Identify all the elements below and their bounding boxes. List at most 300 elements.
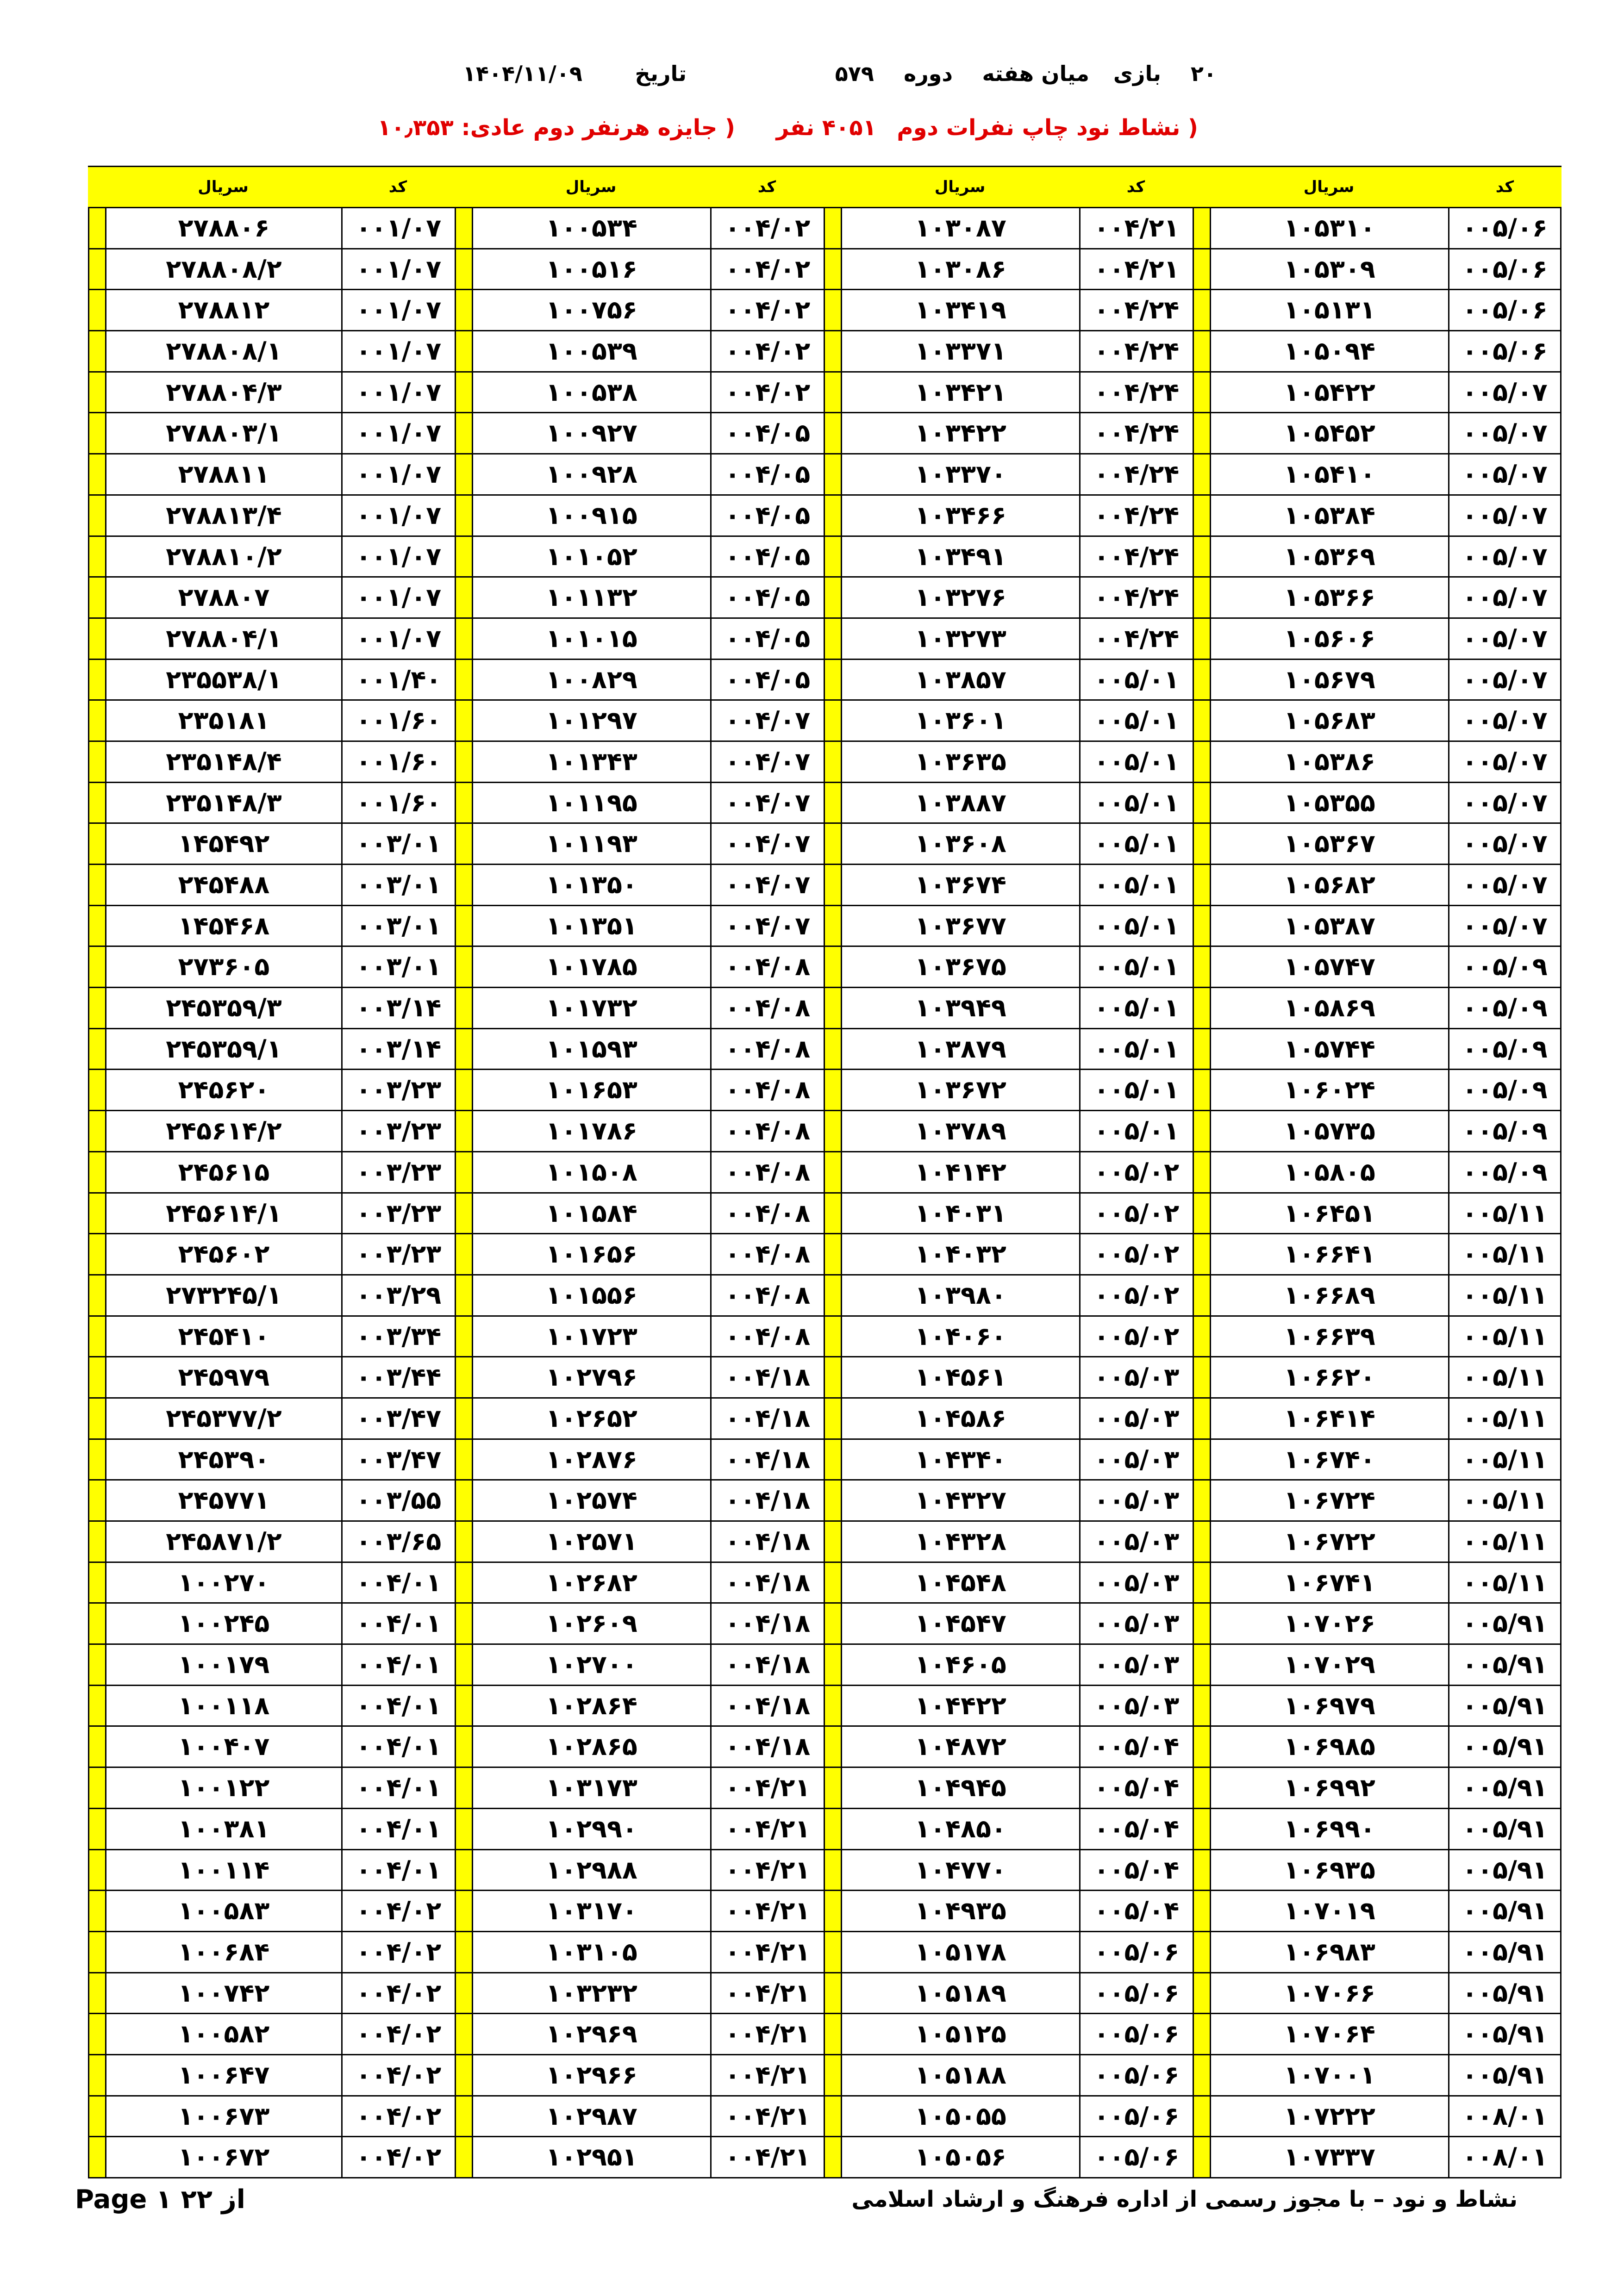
code-cell: ۰۰۸/۰۱	[1448, 2097, 1562, 2138]
code-cell: ۰۰۴/۲۴	[1079, 537, 1193, 578]
serial-cell: ۱۰۰۶۴۷	[105, 2055, 341, 2097]
code-cell: ۰۰۵/۰۳	[1079, 1481, 1193, 1522]
serial-cell: ۱۰۲۶۰۹	[472, 1604, 710, 1645]
highlight-strip	[1193, 1768, 1210, 1809]
page-subtitle	[0, 115, 1624, 152]
serial-cell: ۱۰۵۳۶۷	[1210, 824, 1448, 865]
highlight-strip	[455, 2137, 472, 2178]
serial-cell: ۲۴۵۶۲۰	[105, 1070, 341, 1111]
highlight-strip	[1193, 947, 1210, 988]
serial-cell: ۱۰۱۲۹۷	[472, 701, 710, 742]
code-cell: ۰۰۵/۹۱	[1448, 1727, 1562, 1768]
code-cell: ۰۰۵/۰۱	[1079, 742, 1193, 783]
code-cell: ۰۰۴/۰۲	[710, 249, 824, 291]
code-cell: ۰۰۱/۴۰	[341, 660, 455, 701]
highlight-strip	[455, 290, 472, 331]
serial-cell: ۱۰۵۸۶۹	[1210, 988, 1448, 1029]
highlight-strip	[824, 1604, 841, 1645]
serial-cell: ۱۰۳۰۸۷	[841, 208, 1079, 249]
highlight-strip	[455, 454, 472, 496]
highlight-strip	[88, 496, 105, 537]
code-cell: ۰۰۱/۰۷	[341, 290, 455, 331]
code-cell: ۰۰۵/۰۶	[1079, 2097, 1193, 2138]
highlight-strip	[455, 1234, 472, 1276]
code-cell: ۰۰۵/۰۹	[1448, 1152, 1562, 1194]
highlight-strip	[1193, 1809, 1210, 1850]
code-cell: ۰۰۱/۶۰	[341, 742, 455, 783]
serial-cell: ۱۰۳۲۳۲	[472, 1973, 710, 2015]
serial-cell: ۱۰۵۳۶۹	[1210, 537, 1448, 578]
serial-cell: ۲۷۸۸۰۷	[105, 578, 341, 619]
code-cell: ۰۰۴/۰۱	[341, 1604, 455, 1645]
game-name: میان هفته	[982, 61, 1089, 86]
serial-cell: ۱۰۳۱۷۰	[472, 1891, 710, 1932]
serial-cell: ۱۰۴۴۲۲	[841, 1686, 1079, 1727]
highlight-strip	[88, 2097, 105, 2138]
code-cell: ۰۰۵/۰۷	[1448, 660, 1562, 701]
code-cell: ۰۰۵/۰۳	[1079, 1522, 1193, 1563]
serial-cell: ۲۷۸۸۰۴/۱	[105, 619, 341, 660]
serial-cell: ۱۰۵۶۸۲	[1210, 865, 1448, 906]
serial-cell: ۱۰۱۳۵۰	[472, 865, 710, 906]
highlight-strip	[455, 1194, 472, 1235]
code-cell: ۰۰۴/۰۸	[710, 947, 824, 988]
serial-cell: ۲۴۵۳۵۹/۱	[105, 1029, 341, 1070]
highlight-strip	[88, 1070, 105, 1111]
serial-cell: ۱۰۰۷۴۲	[105, 1973, 341, 2015]
serial-cell: ۱۰۲۶۸۲	[472, 1563, 710, 1604]
serial-cell: ۱۰۶۶۴۱	[1210, 1234, 1448, 1276]
highlight-strip	[88, 1768, 105, 1809]
game-number: ۲۰	[1190, 61, 1217, 86]
serial-cell: ۲۴۵۴۱۰	[105, 1317, 341, 1358]
serial-cell: ۱۰۳۱۰۵	[472, 1932, 710, 1973]
serial-cell: ۱۰۲۸۶۵	[472, 1727, 710, 1768]
highlight-strip	[455, 701, 472, 742]
serial-cell: ۱۰۶۷۲۲	[1210, 1522, 1448, 1563]
serial-cell: ۱۰۱۵۹۳	[472, 1029, 710, 1070]
serial-cell: ۱۰۱۷۸۵	[472, 947, 710, 988]
code-cell: ۰۰۳/۰۱	[341, 947, 455, 988]
serial-cell: ۱۰۵۱۷۸	[841, 1932, 1079, 1973]
highlight-strip	[824, 496, 841, 537]
code-cell: ۰۰۴/۰۸	[710, 988, 824, 1029]
code-cell: ۰۰۳/۰۱	[341, 906, 455, 947]
code-cell: ۰۰۴/۱۸	[710, 1481, 824, 1522]
serial-cell: ۱۰۷۰۱۹	[1210, 1891, 1448, 1932]
code-cell: ۰۰۴/۲۱	[710, 2137, 824, 2178]
serial-cell: ۱۰۴۸۷۲	[841, 1727, 1079, 1768]
highlight-strip	[1193, 1973, 1210, 2015]
code-cell: ۰۰۴/۰۷	[710, 865, 824, 906]
highlight-strip	[1193, 454, 1210, 496]
highlight-strip	[1193, 1440, 1210, 1481]
serial-cell: ۱۰۱۱۹۵	[472, 783, 710, 824]
highlight-strip	[88, 413, 105, 454]
highlight-strip	[455, 249, 472, 291]
highlight-strip	[88, 1317, 105, 1358]
highlight-strip	[824, 413, 841, 454]
highlight-strip	[1193, 2014, 1210, 2055]
highlight-strip	[88, 660, 105, 701]
highlight-strip	[1193, 988, 1210, 1029]
highlight-strip	[1193, 1070, 1210, 1111]
serial-cell: ۲۷۸۸۰۸/۲	[105, 249, 341, 291]
serial-cell: ۲۷۸۸۰۴/۳	[105, 373, 341, 414]
serial-cell: ۱۰۰۱۱۴	[105, 1850, 341, 1892]
serial-cell: ۲۴۵۷۷۱	[105, 1481, 341, 1522]
highlight-strip	[88, 1276, 105, 1317]
highlight-strip	[455, 1440, 472, 1481]
highlight-strip	[1193, 249, 1210, 291]
serial-cell: ۲۳۵۵۳۸/۱	[105, 660, 341, 701]
code-cell: ۰۰۳/۰۱	[341, 865, 455, 906]
highlight-strip	[824, 1152, 841, 1194]
highlight-strip	[88, 1029, 105, 1070]
header-serial: سریال	[105, 166, 341, 208]
highlight-strip	[455, 783, 472, 824]
highlight-strip	[824, 1070, 841, 1111]
highlight-strip	[1193, 1399, 1210, 1440]
period-label: دوره	[904, 61, 953, 86]
highlight-strip	[824, 1276, 841, 1317]
footer-notice: نشاط و نود – با مجوز رسمی از اداره فرهنگ و ارشاد اسلامی	[851, 2186, 1518, 2212]
highlight-strip	[455, 619, 472, 660]
highlight-strip	[88, 454, 105, 496]
highlight-strip	[88, 1152, 105, 1194]
serial-cell: ۱۰۶۴۱۴	[1210, 1399, 1448, 1440]
code-cell: ۰۰۴/۰۱	[341, 1850, 455, 1892]
code-cell: ۰۰۴/۰۱	[341, 1727, 455, 1768]
serial-cell: ۱۰۵۰۵۶	[841, 2137, 1079, 2178]
serial-cell: ۱۰۳۲۷۳	[841, 619, 1079, 660]
serial-cell: ۱۰۳۸۸۷	[841, 783, 1079, 824]
serial-cell: ۲۳۵۱۴۸/۳	[105, 783, 341, 824]
code-cell: ۰۰۵/۰۷	[1448, 824, 1562, 865]
serial-cell: ۲۷۳۶۰۵	[105, 947, 341, 988]
subtitle-title: ( نشاط نود چاپ نفرات دوم	[897, 115, 1198, 141]
serial-cell: ۱۰۱۳۴۳	[472, 742, 710, 783]
serial-cell: ۱۰۵۶۷۹	[1210, 660, 1448, 701]
highlight-strip	[88, 1932, 105, 1973]
serial-cell: ۱۰۵۳۸۶	[1210, 742, 1448, 783]
highlight-strip	[824, 906, 841, 947]
code-cell: ۰۰۵/۱۱	[1448, 1399, 1562, 1440]
code-cell: ۰۰۳/۰۱	[341, 824, 455, 865]
highlight-strip	[455, 1029, 472, 1070]
highlight-strip	[88, 865, 105, 906]
highlight-strip	[1193, 1317, 1210, 1358]
serial-cell: ۲۳۵۱۴۸/۴	[105, 742, 341, 783]
serial-cell: ۲۴۵۶۱۴/۱	[105, 1194, 341, 1235]
serial-cell: ۱۰۰۱۱۸	[105, 1686, 341, 1727]
serial-cell: ۱۰۵۱۳۱	[1210, 290, 1448, 331]
code-cell: ۰۰۵/۰۳	[1079, 1645, 1193, 1686]
code-cell: ۰۰۱/۰۷	[341, 413, 455, 454]
serial-cell: ۱۰۶۹۳۵	[1210, 1850, 1448, 1892]
serial-cell: ۱۰۵۳۰۹	[1210, 249, 1448, 291]
highlight-strip	[455, 578, 472, 619]
serial-cell: ۱۰۷۰۲۹	[1210, 1645, 1448, 1686]
highlight-strip	[1193, 1111, 1210, 1152]
code-cell: ۰۰۵/۱۱	[1448, 1440, 1562, 1481]
highlight-strip	[824, 1850, 841, 1892]
highlight-strip	[824, 2055, 841, 2097]
code-cell: ۰۰۴/۰۵	[710, 413, 824, 454]
highlight-strip	[1193, 1194, 1210, 1235]
serial-cell: ۱۰۰۶۷۲	[105, 2137, 341, 2178]
serial-cell: ۱۰۲۷۰۰	[472, 1645, 710, 1686]
serial-cell: ۱۰۲۹۶۶	[472, 2055, 710, 2097]
highlight-strip	[1193, 1357, 1210, 1399]
highlight-strip	[824, 1194, 841, 1235]
code-cell: ۰۰۴/۲۱	[710, 2097, 824, 2138]
highlight-strip	[1193, 865, 1210, 906]
code-cell: ۰۰۴/۲۴	[1079, 578, 1193, 619]
highlight-strip	[455, 1973, 472, 2015]
serial-cell: ۱۰۲۶۵۲	[472, 1399, 710, 1440]
serial-cell: ۲۴۵۶۰۲	[105, 1234, 341, 1276]
code-cell: ۰۰۱/۰۷	[341, 331, 455, 373]
serial-cell: ۱۰۰۱۲۲	[105, 1768, 341, 1809]
code-cell: ۰۰۵/۰۷	[1448, 454, 1562, 496]
code-cell: ۰۰۴/۲۴	[1079, 619, 1193, 660]
code-cell: ۰۰۳/۲۳	[341, 1152, 455, 1194]
serial-cell: ۱۰۵۴۲۲	[1210, 373, 1448, 414]
highlight-strip	[455, 1563, 472, 1604]
highlight-strip	[1193, 1932, 1210, 1973]
serial-cell: ۱۰۲۷۹۶	[472, 1357, 710, 1399]
serial-cell: ۱۰۷۲۲۲	[1210, 2097, 1448, 2138]
highlight-strip	[824, 578, 841, 619]
highlight-strip	[88, 1727, 105, 1768]
highlight-strip	[88, 331, 105, 373]
serial-cell: ۱۰۷۰۲۶	[1210, 1604, 1448, 1645]
code-cell: ۰۰۴/۰۷	[710, 824, 824, 865]
serial-cell: ۱۴۵۴۶۸	[105, 906, 341, 947]
serial-cell: ۲۳۵۱۸۱	[105, 701, 341, 742]
code-cell: ۰۰۵/۰۲	[1079, 1276, 1193, 1317]
header-strip	[88, 166, 105, 208]
highlight-strip	[455, 1645, 472, 1686]
date-label: تاریخ	[635, 61, 687, 86]
serial-cell: ۱۰۳۱۷۳	[472, 1768, 710, 1809]
serial-cell: ۱۰۳۴۶۶	[841, 496, 1079, 537]
code-cell: ۰۰۵/۰۶	[1079, 2055, 1193, 2097]
serial-cell: ۱۰۷۰۶۶	[1210, 1973, 1448, 2015]
code-cell: ۰۰۳/۱۴	[341, 988, 455, 1029]
code-cell: ۰۰۵/۰۱	[1079, 701, 1193, 742]
serial-cell: ۱۰۵۷۴۴	[1210, 1029, 1448, 1070]
highlight-strip	[1193, 290, 1210, 331]
highlight-strip	[88, 1440, 105, 1481]
highlight-strip	[824, 249, 841, 291]
code-cell: ۰۰۴/۱۸	[710, 1563, 824, 1604]
serial-cell: ۱۰۷۳۳۷	[1210, 2137, 1448, 2178]
highlight-strip	[455, 413, 472, 454]
serial-cell: ۱۰۰۹۲۷	[472, 413, 710, 454]
serial-cell: ۱۰۱۱۳۲	[472, 578, 710, 619]
code-cell: ۰۰۴/۲۱	[710, 1891, 824, 1932]
serial-cell: ۱۰۲۵۷۱	[472, 1522, 710, 1563]
serial-cell: ۱۰۳۰۸۶	[841, 249, 1079, 291]
highlight-strip	[455, 947, 472, 988]
header-serial: سریال	[472, 166, 710, 208]
highlight-strip	[455, 2055, 472, 2097]
serial-cell: ۱۰۴۰۳۱	[841, 1194, 1079, 1235]
highlight-strip	[88, 1357, 105, 1399]
serial-cell: ۱۰۱۷۸۶	[472, 1111, 710, 1152]
highlight-strip	[824, 208, 841, 249]
highlight-strip	[1193, 1276, 1210, 1317]
serial-cell: ۱۰۵۰۹۴	[1210, 331, 1448, 373]
serial-cell: ۱۰۴۵۶۱	[841, 1357, 1079, 1399]
highlight-strip	[455, 537, 472, 578]
serial-cell: ۱۰۵۳۵۵	[1210, 783, 1448, 824]
code-cell: ۰۰۴/۰۲	[710, 373, 824, 414]
code-cell: ۰۰۵/۰۳	[1079, 1563, 1193, 1604]
code-cell: ۰۰۵/۰۷	[1448, 865, 1562, 906]
serial-cell: ۱۰۱۷۲۳	[472, 1317, 710, 1358]
serial-cell: ۱۰۶۰۲۴	[1210, 1070, 1448, 1111]
serial-cell: ۲۷۳۲۴۵/۱	[105, 1276, 341, 1317]
serial-cell: ۱۰۴۹۴۵	[841, 1768, 1079, 1809]
highlight-strip	[455, 1604, 472, 1645]
highlight-strip	[88, 947, 105, 988]
highlight-strip	[1193, 701, 1210, 742]
code-cell: ۰۰۱/۶۰	[341, 783, 455, 824]
page-label: Page	[75, 2184, 147, 2215]
highlight-strip	[455, 824, 472, 865]
code-cell: ۰۰۴/۲۴	[1079, 454, 1193, 496]
code-cell: ۰۰۵/۰۲	[1079, 1152, 1193, 1194]
serial-cell: ۱۰۰۲۴۵	[105, 1604, 341, 1645]
serial-cell: ۱۰۰۴۰۷	[105, 1727, 341, 1768]
highlight-strip	[455, 1317, 472, 1358]
code-cell: ۰۰۵/۰۶	[1448, 208, 1562, 249]
code-cell: ۰۰۵/۰۷	[1448, 496, 1562, 537]
highlight-strip	[455, 1357, 472, 1399]
code-cell: ۰۰۴/۲۴	[1079, 413, 1193, 454]
code-cell: ۰۰۴/۲۱	[710, 2014, 824, 2055]
highlight-strip	[824, 1932, 841, 1973]
serial-cell: ۲۷۸۸۱۲	[105, 290, 341, 331]
highlight-strip	[824, 1686, 841, 1727]
serial-cell: ۱۰۰۹۱۵	[472, 496, 710, 537]
serial-cell: ۲۷۸۸۰۶	[105, 208, 341, 249]
code-cell: ۰۰۵/۰۷	[1448, 413, 1562, 454]
code-cell: ۰۰۵/۰۱	[1079, 1111, 1193, 1152]
highlight-strip	[1193, 1029, 1210, 1070]
serial-cell: ۱۰۴۰۶۰	[841, 1317, 1079, 1358]
code-cell: ۰۰۴/۰۲	[710, 208, 824, 249]
code-cell: ۰۰۵/۰۳	[1079, 1604, 1193, 1645]
highlight-strip	[1193, 906, 1210, 947]
code-cell: ۰۰۵/۹۱	[1448, 1604, 1562, 1645]
serial-cell: ۱۰۰۸۲۹	[472, 660, 710, 701]
code-cell: ۰۰۴/۰۷	[710, 783, 824, 824]
code-cell: ۰۰۴/۲۱	[710, 1768, 824, 1809]
serial-cell: ۱۰۶۷۲۴	[1210, 1481, 1448, 1522]
highlight-strip	[1193, 2137, 1210, 2178]
code-cell: ۰۰۵/۰۶	[1079, 2137, 1193, 2178]
code-cell: ۰۰۴/۰۱	[341, 1768, 455, 1809]
highlight-strip	[1193, 619, 1210, 660]
code-cell: ۰۰۴/۰۸	[710, 1029, 824, 1070]
serial-cell: ۲۴۵۹۷۹	[105, 1357, 341, 1399]
serial-cell: ۱۰۰۶۸۴	[105, 1932, 341, 1973]
serial-cell: ۱۰۰۵۱۶	[472, 249, 710, 291]
highlight-strip	[88, 742, 105, 783]
serial-cell: ۱۰۰۵۸۲	[105, 2014, 341, 2055]
code-cell: ۰۰۴/۲۴	[1079, 331, 1193, 373]
serial-cell: ۱۰۳۴۲۱	[841, 373, 1079, 414]
header-code: کد	[710, 166, 824, 208]
code-cell: ۰۰۵/۰۳	[1079, 1399, 1193, 1440]
code-cell: ۰۰۴/۰۲	[341, 1932, 455, 1973]
code-cell: ۰۰۴/۱۸	[710, 1357, 824, 1399]
highlight-strip	[455, 1070, 472, 1111]
highlight-strip	[824, 454, 841, 496]
code-cell: ۰۰۳/۵۵	[341, 1481, 455, 1522]
highlight-strip	[1193, 413, 1210, 454]
code-cell: ۰۰۸/۰۱	[1448, 2137, 1562, 2178]
highlight-strip	[824, 1768, 841, 1809]
serial-cell: ۱۰۴۵۴۸	[841, 1563, 1079, 1604]
highlight-strip	[824, 1809, 841, 1850]
highlight-strip	[824, 988, 841, 1029]
code-cell: ۰۰۵/۰۴	[1079, 1809, 1193, 1850]
serial-cell: ۱۰۰۵۳۸	[472, 373, 710, 414]
code-cell: ۰۰۳/۶۵	[341, 1522, 455, 1563]
code-cell: ۰۰۴/۰۲	[341, 2055, 455, 2097]
highlight-strip	[824, 1563, 841, 1604]
serial-cell: ۱۰۱۵۰۸	[472, 1152, 710, 1194]
highlight-strip	[824, 701, 841, 742]
serial-cell: ۲۴۵۶۱۵	[105, 1152, 341, 1194]
code-cell: ۰۰۵/۰۶	[1448, 290, 1562, 331]
serial-cell: ۱۰۲۹۹۰	[472, 1809, 710, 1850]
code-cell: ۰۰۵/۰۷	[1448, 373, 1562, 414]
highlight-strip	[88, 1399, 105, 1440]
code-cell: ۰۰۵/۰۱	[1079, 947, 1193, 988]
serial-cell: ۲۴۵۳۵۹/۳	[105, 988, 341, 1029]
code-cell: ۰۰۵/۹۱	[1448, 1768, 1562, 1809]
code-cell: ۰۰۴/۱۸	[710, 1686, 824, 1727]
serial-cell: ۱۰۴۰۳۲	[841, 1234, 1079, 1276]
code-cell: ۰۰۴/۲۱	[710, 1850, 824, 1892]
game-label: بازی	[1113, 61, 1161, 86]
serial-cell: ۱۰۶۶۳۹	[1210, 1317, 1448, 1358]
code-cell: ۰۰۱/۰۷	[341, 373, 455, 414]
code-cell: ۰۰۵/۱۱	[1448, 1234, 1562, 1276]
code-cell: ۰۰۱/۰۷	[341, 578, 455, 619]
highlight-strip	[824, 865, 841, 906]
code-cell: ۰۰۳/۲۳	[341, 1194, 455, 1235]
highlight-strip	[455, 1727, 472, 1768]
code-cell: ۰۰۵/۰۴	[1079, 1850, 1193, 1892]
highlight-strip	[455, 208, 472, 249]
serial-cell: ۱۰۵۶۰۶	[1210, 619, 1448, 660]
code-cell: ۰۰۱/۰۷	[341, 208, 455, 249]
code-cell: ۰۰۳/۴۷	[341, 1399, 455, 1440]
highlight-strip	[88, 988, 105, 1029]
serial-cell: ۲۷۸۸۱۳/۴	[105, 496, 341, 537]
serial-cell: ۱۰۵۴۱۰	[1210, 454, 1448, 496]
page-indicator	[75, 2184, 245, 2215]
code-cell: ۰۰۵/۰۱	[1079, 1029, 1193, 1070]
code-cell: ۰۰۵/۰۹	[1448, 947, 1562, 988]
